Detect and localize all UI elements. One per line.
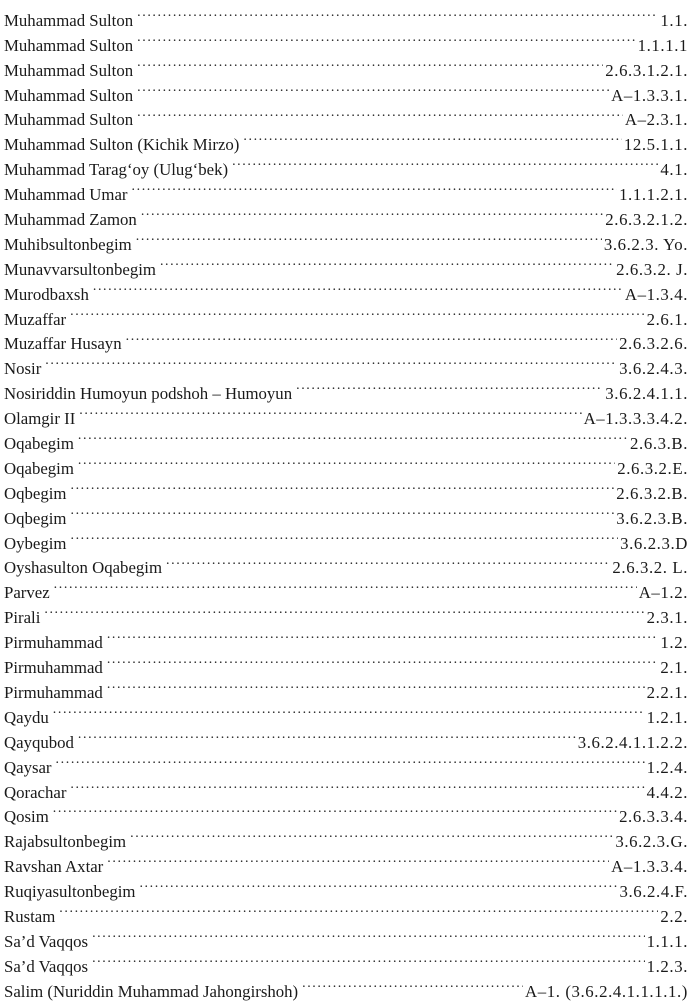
entry-reference: 2.6.3.1.2.1.: [605, 60, 688, 80]
entry-name: Muhammad Sulton: [4, 10, 134, 30]
dot-leader: [78, 449, 615, 474]
entry-name: Muhammad Zamon: [4, 210, 137, 230]
entry-name: Oqabegim: [4, 458, 74, 478]
entry-name: Pirmuhammad: [4, 658, 103, 678]
index-entry: [4, 922, 688, 951]
entry-reference: A–1.2.: [638, 583, 688, 603]
dot-leader: [166, 549, 610, 574]
entry-reference: 3.6.2.3.D: [620, 533, 688, 553]
entry-name: Ruqiyasultonbegim: [4, 882, 136, 902]
dot-leader: [54, 573, 637, 598]
index-entry: [4, 549, 688, 578]
dot-leader: [79, 399, 581, 424]
index-entry: [4, 275, 688, 304]
entry-name: Pirmuhammad: [4, 682, 103, 702]
dot-leader: [78, 424, 628, 449]
entry-reference: 3.6.2.4.F.: [619, 882, 688, 902]
dot-leader: [92, 947, 645, 972]
entry-name: Pirmuhammad: [4, 633, 103, 653]
dot-leader: [45, 349, 617, 374]
entry-name: Murodbaxsh: [4, 284, 89, 304]
entry-reference: 4.1.: [660, 160, 688, 180]
dot-leader: [93, 275, 623, 300]
dot-leader: [44, 598, 644, 623]
dot-leader: [141, 200, 603, 225]
index-entry: [4, 349, 688, 379]
dot-leader: [130, 822, 613, 847]
entry-reference: 3.6.2.3.B.: [616, 508, 688, 528]
entry-reference: A–1. (3.6.2.4.1.1.1.1.): [525, 981, 688, 1001]
entry-name: Qorachar: [4, 782, 67, 802]
index-entry: [4, 723, 688, 752]
entry-reference: 2.6.3.2. L.: [612, 558, 688, 578]
dot-leader: [107, 673, 645, 698]
entry-reference: 3.6.2.4.3.: [619, 359, 688, 379]
entry-name: Ravshan Axtar: [4, 857, 104, 877]
name-index-list: [0, 1, 690, 1001]
index-entry: [4, 449, 688, 478]
entry-reference: 2.6.3.2.E.: [617, 458, 688, 478]
index-entry: [4, 399, 688, 429]
entry-reference: A–1.3.3.4.: [611, 857, 688, 877]
entry-reference: 2.2.1.: [646, 682, 688, 702]
entry-name: Muhammad Sulton: [4, 110, 134, 130]
index-entry: [4, 524, 688, 553]
entry-name: Parvez: [4, 583, 50, 603]
entry-name: Nosir: [4, 359, 42, 379]
entry-reference: 2.6.1.: [646, 309, 688, 329]
entry-name: Muhammad Umar: [4, 185, 128, 205]
index-entry: [4, 573, 688, 603]
dot-leader: [137, 51, 603, 76]
index-entry: [4, 972, 688, 1001]
entry-name: Pirali: [4, 608, 41, 628]
entry-name: Muhammad Sulton: [4, 35, 134, 55]
dot-leader: [70, 524, 618, 549]
entry-name: Qosim: [4, 807, 49, 827]
index-entry: [4, 673, 688, 702]
index-entry: [4, 374, 688, 404]
entry-reference: A–1.3.3.1.: [611, 85, 688, 105]
entry-name: Qayqubod: [4, 732, 74, 752]
dot-leader: [70, 474, 614, 499]
entry-reference: 2.6.3.2.1.2.: [605, 210, 688, 230]
entry-name: Muhammad Sulton: [4, 85, 134, 105]
entry-reference: 1.2.4.: [646, 757, 688, 777]
index-entry: [4, 773, 688, 802]
dot-leader: [107, 623, 659, 648]
entry-reference: 1.2.3.: [646, 956, 688, 976]
entry-name: Muhammad Sulton: [4, 60, 134, 80]
entry-name: Olamgir II: [4, 409, 76, 429]
entry-name: Oybegim: [4, 533, 67, 553]
dot-leader: [232, 150, 658, 175]
dot-leader: [70, 300, 645, 325]
dot-leader: [137, 1, 658, 26]
entry-name: Nosiriddin Humoyun podshoh – Humoyun: [4, 384, 293, 404]
entry-reference: 1.1.1.1: [637, 35, 688, 55]
entry-name: Qaysar: [4, 757, 52, 777]
dot-leader: [53, 698, 645, 723]
entry-reference: A–2.3.1.: [624, 110, 688, 130]
entry-name: Oyshasulton Oqabegim: [4, 558, 163, 578]
index-entry: [4, 300, 688, 329]
entry-reference: 1.1.1.2.1.: [619, 185, 688, 205]
entry-reference: 1.1.: [660, 10, 688, 30]
dot-leader: [107, 648, 659, 673]
entry-reference: 2.6.3.B.: [630, 434, 688, 454]
index-entry: [4, 897, 688, 926]
dot-leader: [126, 325, 617, 350]
entry-name: Oqabegim: [4, 434, 74, 454]
index-entry: [4, 798, 688, 827]
entry-name: Rajabsultonbegim: [4, 832, 127, 852]
dot-leader: [132, 175, 618, 200]
entry-reference: 1.1.1.: [646, 931, 688, 951]
dot-leader: [107, 847, 609, 872]
dot-leader: [139, 872, 617, 897]
entry-name: Oqbegim: [4, 508, 67, 528]
dot-leader: [92, 922, 645, 947]
entry-name: Muhammad Tarag‘oy (Ulug‘bek): [4, 160, 229, 180]
dot-leader: [302, 972, 523, 997]
index-entry: [4, 325, 688, 354]
index-entry: [4, 648, 688, 678]
index-entry: [4, 623, 688, 653]
index-entry: [4, 822, 688, 852]
entry-reference: 2.6.3.2.6.: [619, 334, 688, 354]
entry-name: Muzaffar: [4, 309, 67, 329]
index-entry: [4, 499, 688, 528]
entry-reference: 3.6.2.3.G.: [615, 832, 688, 852]
index-entry: [4, 947, 688, 976]
dot-leader: [136, 225, 602, 250]
entry-name: Sa’d Vaqqos: [4, 931, 89, 951]
index-entry: [4, 698, 688, 727]
entry-reference: 12.5.1.1.: [623, 135, 688, 155]
dot-leader: [137, 26, 636, 51]
index-entry: [4, 748, 688, 777]
entry-name: Salim (Nuriddin Muhammad Jahongirshoh): [4, 981, 299, 1001]
dot-leader: [296, 374, 603, 399]
entry-name: Munavvarsultonbegim: [4, 259, 156, 279]
index-entry: [4, 847, 688, 877]
entry-name: Sa’d Vaqqos: [4, 956, 89, 976]
dot-leader: [78, 723, 576, 748]
index-entry: [4, 474, 688, 503]
index-entry: [4, 1, 688, 30]
entry-reference: 1.2.: [660, 633, 688, 653]
index-entry: [4, 424, 688, 454]
index-entry: [4, 598, 688, 628]
dot-leader: [59, 897, 658, 922]
entry-name: Muhibsultonbegim: [4, 234, 132, 254]
entry-name: Qaydu: [4, 707, 49, 727]
entry-reference: 2.6.3.2.B.: [616, 483, 688, 503]
entry-name: Rustam: [4, 906, 56, 926]
entry-name: Oqbegim: [4, 483, 67, 503]
dot-leader: [70, 499, 614, 524]
entry-name: Muzaffar Husayn: [4, 334, 122, 354]
entry-reference: 2.6.3.3.4.: [619, 807, 688, 827]
entry-reference: A–1.3.4.: [624, 284, 688, 304]
entry-reference: A–1.3.3.3.4.2.: [583, 409, 688, 429]
entry-reference: 4.4.2.: [646, 782, 688, 802]
entry-name: Muhammad Sulton (Kichik Mirzo): [4, 135, 240, 155]
dot-leader: [160, 250, 614, 275]
dot-leader: [56, 748, 645, 773]
dot-leader: [53, 798, 617, 823]
entry-reference: 1.2.1.: [646, 707, 688, 727]
dot-leader: [137, 101, 623, 126]
entry-reference: 3.6.2.4.1.1.2.2.: [577, 732, 688, 752]
dot-leader: [70, 773, 644, 798]
dot-leader: [137, 76, 609, 101]
entry-reference: 3.6.2.3. Yo.: [603, 234, 688, 254]
entry-reference: 2.6.3.2. J.: [616, 259, 688, 279]
entry-reference: 2.3.1.: [646, 608, 688, 628]
entry-reference: 2.2.: [660, 906, 688, 926]
entry-reference: 2.1.: [660, 658, 688, 678]
entry-reference: 3.6.2.4.1.1.: [605, 384, 688, 404]
dot-leader: [243, 125, 621, 150]
